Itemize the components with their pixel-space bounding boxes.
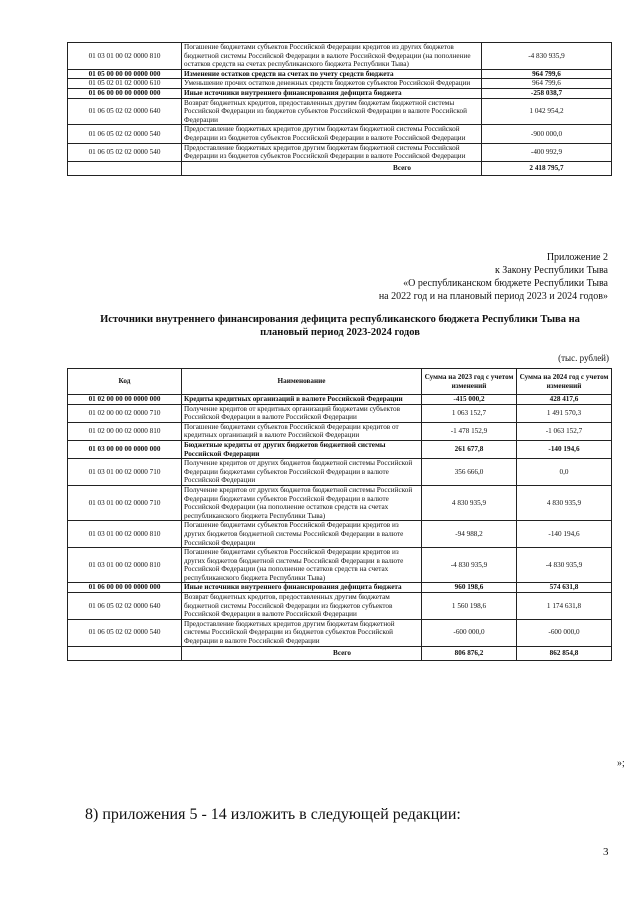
row-code: 01 06 00 00 00 0000 000 xyxy=(68,583,182,593)
row-name: Получение кредитов от кредитных организаций бюджетами субъектов Российской Федерации в валюте Российской Федерации xyxy=(182,404,422,422)
total-row xyxy=(68,161,612,175)
total-spacer xyxy=(68,161,182,175)
row-value-2024: -1 063 152,7 xyxy=(517,422,612,440)
row-value-2024: 428 417,6 xyxy=(517,395,612,405)
table-row xyxy=(68,440,612,458)
row-name: Погашение бюджетами субъектов Российской Федерации кредитов из других бюджетов бюджетной системы Российской Федерации в валюте Российской Федерации xyxy=(182,521,422,548)
row-code: 01 06 05 02 02 0000 540 xyxy=(68,619,182,646)
row-code: 01 02 00 00 02 0000 810 xyxy=(68,422,182,440)
row-value: -4 830 935,9 xyxy=(482,43,612,70)
row-value-2024: 574 631,8 xyxy=(517,583,612,593)
row-value-2023: -94 988,2 xyxy=(422,521,517,548)
table-row xyxy=(68,485,612,520)
continuation-table xyxy=(67,42,612,176)
row-name: Возврат бюджетных кредитов, предоставленных другим бюджетам бюджетной системы Российской Федерации из бюджетов субъектов Российской Федерации в валюте Российской Федерации xyxy=(182,593,422,620)
appendix-line-4: на 2022 год и на плановый период 2023 и 2024 годов» xyxy=(378,291,608,302)
table-row xyxy=(68,69,612,79)
row-name: Иные источники внутреннего финансирования дефицита бюджета xyxy=(182,583,422,593)
total-label: Всего xyxy=(182,646,422,660)
total-2023: 806 876,2 xyxy=(422,646,517,660)
row-value-2023: -1 478 152,9 xyxy=(422,422,517,440)
row-name: Погашение бюджетами субъектов Российской Федерации кредитов из других бюджетов бюджетной системы Российской Федерации в валюте Российской Федерации (на пополнение остатков средств на счетах республиканского бюджета Республики Тыва) xyxy=(182,548,422,583)
row-value: 964 799,6 xyxy=(482,79,612,89)
row-value-2023: 261 677,8 xyxy=(422,440,517,458)
row-value: 964 799,6 xyxy=(482,69,612,79)
header-2024: Сумма на 2024 год с учетом изменений xyxy=(517,369,612,395)
table-row xyxy=(68,395,612,405)
row-value-2023: -600 000,0 xyxy=(422,619,517,646)
row-code: 01 03 01 00 02 0000 810 xyxy=(68,43,182,70)
header-name: Наименование xyxy=(182,369,422,395)
total-label: Всего xyxy=(182,161,482,175)
row-name: Бюджетные кредиты от других бюджетов бюджетной системы Российской Федерации xyxy=(182,440,422,458)
row-value-2024: -140 194,6 xyxy=(517,440,612,458)
row-code: 01 05 00 00 00 0000 000 xyxy=(68,69,182,79)
row-name: Предоставление бюджетных кредитов другим бюджетам бюджетной системы Российской Федерации из бюджетов субъектов Российской Федерации в валюте Российской Федерации xyxy=(182,125,482,143)
total-2024: 862 854,8 xyxy=(517,646,612,660)
row-name: Получение кредитов от других бюджетов бюджетной системы Российской Федерации бюджетами субъектов Российской Федерации в валюте Российской Федерации (на пополнение остатков средств на счетах республиканского бюджета Республики Тыва) xyxy=(182,485,422,520)
table-row xyxy=(68,593,612,620)
row-value-2023: -415 000,2 xyxy=(422,395,517,405)
table-row xyxy=(68,98,612,125)
appendix-line-3: «О республиканском бюджете Республики Тыва xyxy=(403,278,608,289)
total-row xyxy=(68,646,612,660)
table-row xyxy=(68,422,612,440)
continuation-table-body xyxy=(68,43,612,176)
row-name: Изменение остатков средств на счетах по учету средств бюджета xyxy=(182,69,482,79)
table-row xyxy=(68,88,612,98)
row-value-2023: 356 666,0 xyxy=(422,459,517,486)
row-name: Возврат бюджетных кредитов, предоставленных другим бюджетам бюджетной системы Российской Федерации из бюджетов субъектов Российской Федерации в валюте Российской Федерации xyxy=(182,98,482,125)
row-code: 01 06 05 02 02 0000 540 xyxy=(68,143,182,161)
row-value: -900 000,0 xyxy=(482,125,612,143)
table-row xyxy=(68,521,612,548)
closing-quote-mark: »; xyxy=(617,758,625,769)
row-value-2024: 0,0 xyxy=(517,459,612,486)
row-name: Уменьшение прочих остатков денежных средств бюджетов субъектов Российской Федерации xyxy=(182,79,482,89)
row-value-2023: 1 063 152,7 xyxy=(422,404,517,422)
row-name: Иные источники внутреннего финансирования дефицита бюджета xyxy=(182,88,482,98)
row-value-2024: -4 830 935,9 xyxy=(517,548,612,583)
header-code: Код xyxy=(68,369,182,395)
table-heading: Источники внутреннего финансирования дефицита республиканского бюджета Республики Тыва на плановый период 2023-2024 годов xyxy=(100,314,580,338)
appendix-line-1: Приложение 2 xyxy=(546,252,608,263)
table-row xyxy=(68,404,612,422)
page-number: 3 xyxy=(603,846,609,858)
header-2023: Сумма на 2023 год с учетом изменений xyxy=(422,369,517,395)
row-value-2024: 1 491 570,3 xyxy=(517,404,612,422)
row-value-2023: 960 198,6 xyxy=(422,583,517,593)
table-row xyxy=(68,79,612,89)
row-code: 01 03 01 00 02 0000 810 xyxy=(68,548,182,583)
row-name: Погашение бюджетами субъектов Российской Федерации кредитов из других бюджетов бюджетной системы Российской Федерации в валюте Российской Федерации (на пополнение остатков средств на счетах республиканского бюджета Республики Тыва) xyxy=(182,43,482,70)
row-value: 1 042 954,2 xyxy=(482,98,612,125)
row-code: 01 03 01 00 02 0000 710 xyxy=(68,485,182,520)
row-code: 01 03 00 00 00 0000 000 xyxy=(68,440,182,458)
amendment-item: 8) приложения 5 - 14 изложить в следующей редакции: xyxy=(85,806,461,823)
row-code: 01 06 00 00 00 0000 000 xyxy=(68,88,182,98)
table-row xyxy=(68,583,612,593)
row-name: Получение кредитов от других бюджетов бюджетной системы Российской Федерации бюджетами субъектов Российской Федерации в валюте Российской Федерации xyxy=(182,459,422,486)
sources-table-body xyxy=(68,395,612,661)
row-name: Предоставление бюджетных кредитов другим бюджетам бюджетной системы Российской Федерации из бюджетов субъектов Российской Федерации в валюте Российской Федерации xyxy=(182,143,482,161)
total-value: 2 418 795,7 xyxy=(482,161,612,175)
row-code: 01 06 05 02 02 0000 640 xyxy=(68,593,182,620)
table-row xyxy=(68,459,612,486)
table-row xyxy=(68,619,612,646)
appendix-header xyxy=(308,251,608,303)
table-row xyxy=(68,143,612,161)
row-value: -258 038,7 xyxy=(482,88,612,98)
total-spacer xyxy=(68,646,182,660)
row-code: 01 02 00 00 00 0000 000 xyxy=(68,395,182,405)
header-row xyxy=(68,369,612,395)
table-row xyxy=(68,43,612,70)
appendix-line-2: к Закону Республики Тыва xyxy=(494,265,608,276)
row-value-2024: -600 000,0 xyxy=(517,619,612,646)
row-code: 01 02 00 00 02 0000 710 xyxy=(68,404,182,422)
row-value-2024: 1 174 631,8 xyxy=(517,593,612,620)
row-code: 01 06 05 02 02 0000 540 xyxy=(68,125,182,143)
row-value-2023: 4 830 935,9 xyxy=(422,485,517,520)
row-code: 01 03 01 00 02 0000 810 xyxy=(68,521,182,548)
row-name: Предоставление бюджетных кредитов другим бюджетам бюджетной системы Российской Федерации из бюджетов субъектов Российской Федерации в валюте Российской Федерации xyxy=(182,619,422,646)
row-value: -400 992,9 xyxy=(482,143,612,161)
units-label: (тыс. рублей) xyxy=(558,353,609,363)
sources-table xyxy=(67,368,612,661)
table-row xyxy=(68,548,612,583)
row-value-2023: -4 830 935,9 xyxy=(422,548,517,583)
row-code: 01 05 02 01 02 0000 610 xyxy=(68,79,182,89)
row-value-2024: -140 194,6 xyxy=(517,521,612,548)
row-code: 01 06 05 02 02 0000 640 xyxy=(68,98,182,125)
row-code: 01 03 01 00 02 0000 710 xyxy=(68,459,182,486)
row-name: Погашение бюджетами субъектов Российской Федерации кредитов от кредитных организаций в валюте Российской Федерации xyxy=(182,422,422,440)
table-row xyxy=(68,125,612,143)
row-value-2023: 1 560 198,6 xyxy=(422,593,517,620)
row-value-2024: 4 830 935,9 xyxy=(517,485,612,520)
row-name: Кредиты кредитных организаций в валюте Российской Федерации xyxy=(182,395,422,405)
